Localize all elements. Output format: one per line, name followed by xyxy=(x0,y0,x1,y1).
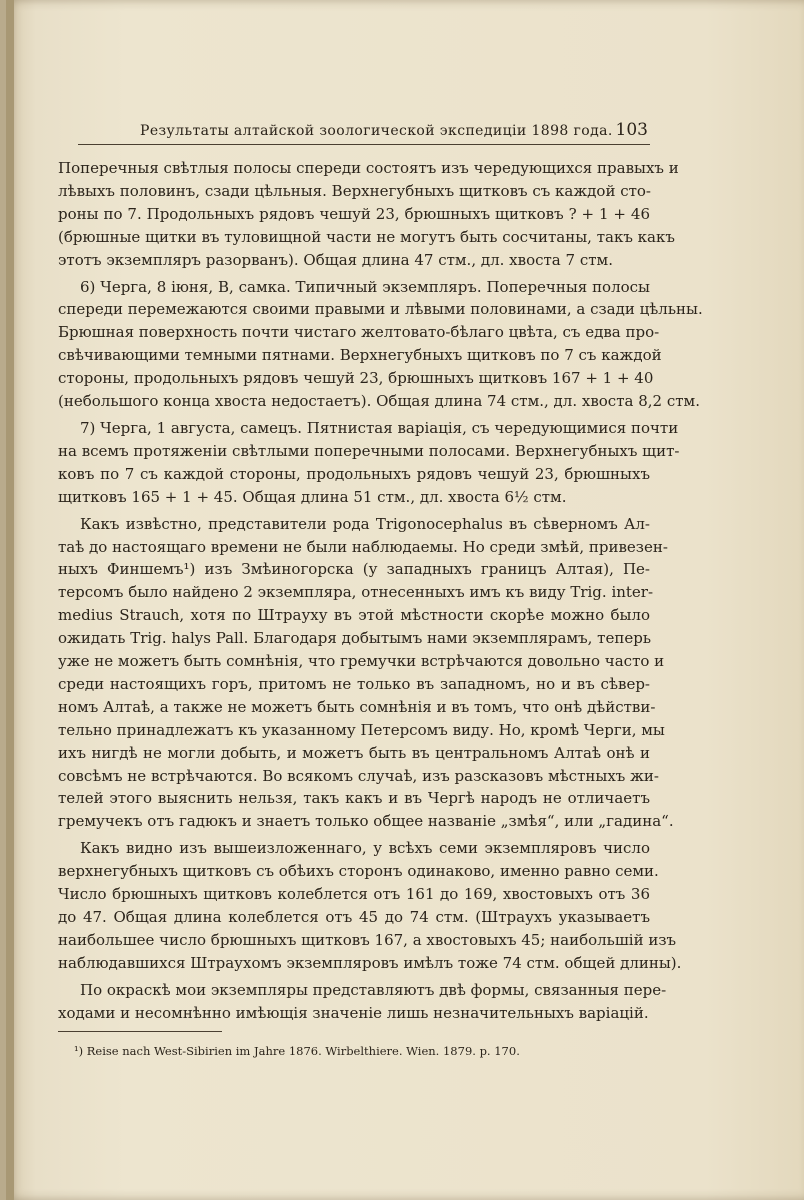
text-line: гремучекъ отъ гадюкъ и знаетъ только общее названіе „змѣя“, или „гадина“. xyxy=(58,812,674,831)
paragraph xyxy=(58,417,680,509)
text-line: ихъ нигдѣ не могли добыть, и можетъ быть въ центральномъ Алтаѣ онѣ и xyxy=(58,743,650,762)
text-line: наблюдавшихся Штраухомъ экземпляровъ имѣлъ тоже 74 стм. общей длины). xyxy=(58,953,682,972)
paragraph xyxy=(58,979,667,1025)
body-text xyxy=(58,157,703,1025)
footnote: ¹) Reise nach West-Sibirien im Jahre 1876. Wirbelthiere. Wien. 1879. p. 170. xyxy=(74,1044,520,1058)
paragraph xyxy=(58,157,679,272)
text-line: номъ Алтаѣ, а также не можетъ быть сомнѣнія и въ томъ, что онѣ дѣйстви- xyxy=(58,697,656,716)
text-line: спереди перемежаются своими правыми и лѣвыми половинами, а сзади цѣльны. xyxy=(58,300,703,319)
text-line: таѣ до настоящаго времени не были наблюдаемы. Но среди змѣй, привезен- xyxy=(58,537,668,556)
text-line: (небольшого конца хвоста недостаетъ). Общая длина 74 стм., дл. хвоста 8,2 стм. xyxy=(58,392,700,411)
page-gutter xyxy=(6,0,14,1200)
text-line: этотъ экземпляръ разорванъ). Общая длина 47 стм., дл. хвоста 7 стм. xyxy=(58,250,613,269)
page-number: 103 xyxy=(615,120,648,140)
text-line: уже не можетъ быть сомнѣнія, что гремучки встрѣчаются довольно часто и xyxy=(58,652,665,671)
text-line: (брюшные щитки въ туловищной части не могутъ быть сосчитаны, такъ какъ xyxy=(58,227,675,246)
header-rule xyxy=(78,144,650,145)
text-line: Брюшная поверхность почти чистаго желтовато-бѣлаго цвѣта, съ едва про- xyxy=(58,323,660,342)
running-head: Результаты алтайской зоологической экспедиціи 1898 года. xyxy=(140,123,613,139)
text-line: терсомъ было найдено 2 экземпляра, отнесенныхъ имъ къ виду Trig. inter- xyxy=(58,583,654,602)
text-line: 7) Черга, 1 августа, самецъ. Пятнистая варіація, съ чередующимися почти xyxy=(80,418,679,437)
text-line: роны по 7. Продольныхъ рядовъ чешуй 23, брюшныхъ щитковъ ? + 1 + 46 xyxy=(58,204,650,223)
paragraph xyxy=(58,276,703,413)
text-line: до 47. Общая длина колеблется отъ 45 до 74 стм. (Штраухъ указываетъ xyxy=(58,908,650,926)
text-line: ходами и несомнѣнно имѣющія значеніе лишь незначительныхъ варіацій. xyxy=(58,1003,649,1022)
text-line: Какъ извѣстно, представители рода Trigonocephalus въ сѣверномъ Ал- xyxy=(80,514,650,533)
text-line: Число брюшныхъ щитковъ колеблется отъ 161 до 169, хвостовыхъ отъ 36 xyxy=(58,885,650,904)
paragraph xyxy=(58,837,682,974)
text-line: совсѣмъ не встрѣчаются. Во всякомъ случаѣ, изъ разсказовъ мѣстныхъ жи- xyxy=(58,766,659,785)
text-line: По окраскѣ мои экземпляры представляютъ двѣ формы, связанныя пере- xyxy=(80,980,667,999)
text-line: medius Strauch, хотя по Штрауху въ этой мѣстности скорѣе можно было xyxy=(58,606,650,625)
text-line: стороны, продольныхъ рядовъ чешуй 23, брюшныхъ щитковъ 167 + 1 + 40 xyxy=(58,369,654,388)
text-line: телей этого выяснить нельзя, такъ какъ и въ Чергѣ народъ не отличаетъ xyxy=(58,789,650,808)
paragraph xyxy=(58,513,674,834)
text-line: лѣвыхъ половинъ, сзади цѣльныя. Верхнегубныхъ щитковъ съ каждой сто- xyxy=(58,181,652,200)
text-line: среди настоящихъ горъ, притомъ не только въ западномъ, но и въ сѣвер- xyxy=(58,674,650,693)
text-line: на всемъ протяженіи свѣтлыми поперечными полосами. Верхнегубныхъ щит- xyxy=(58,441,680,460)
text-line: тельно принадлежатъ къ указанному Петерсомъ виду. Но, кромѣ Черги, мы xyxy=(58,720,665,739)
text-line: 6) Черга, 8 іюня, В, самка. Типичный экземпляръ. Поперечныя полосы xyxy=(80,277,650,296)
footnote-rule xyxy=(58,1031,222,1032)
page-header xyxy=(80,120,648,140)
text-line: щитковъ 165 + 1 + 45. Общая длина 51 стм., дл. хвоста 6½ стм. xyxy=(58,487,567,506)
text-line: верхнегубныхъ щитковъ съ обѣихъ сторонъ одинаково, именно равно семи. xyxy=(58,862,659,881)
text-line: Какъ видно изъ вышеизложеннаго, у всѣхъ семи экземпляровъ число xyxy=(80,839,650,858)
text-line: свѣчивающими темными пятнами. Верхнегубныхъ щитковъ по 7 съ каждой xyxy=(58,346,662,365)
book-page xyxy=(6,0,804,1200)
text-line: наибольшее число брюшныхъ щитковъ 167, а хвостовыхъ 45; наибольшій изъ xyxy=(58,930,677,949)
text-line: ожидать Trig. halys Pall. Благодаря добытымъ нами экземплярамъ, теперь xyxy=(58,629,652,648)
text-line: ковъ по 7 съ каждой стороны, продольныхъ рядовъ чешуй 23, брюшныхъ xyxy=(58,464,650,483)
text-line: Поперечныя свѣтлыя полосы спереди состоятъ изъ чередующихся правыхъ и xyxy=(58,159,679,177)
text-line: ныхъ Финшемъ¹) изъ Змѣиногорска (у западныхъ границъ Алтая), Пе- xyxy=(58,560,650,579)
